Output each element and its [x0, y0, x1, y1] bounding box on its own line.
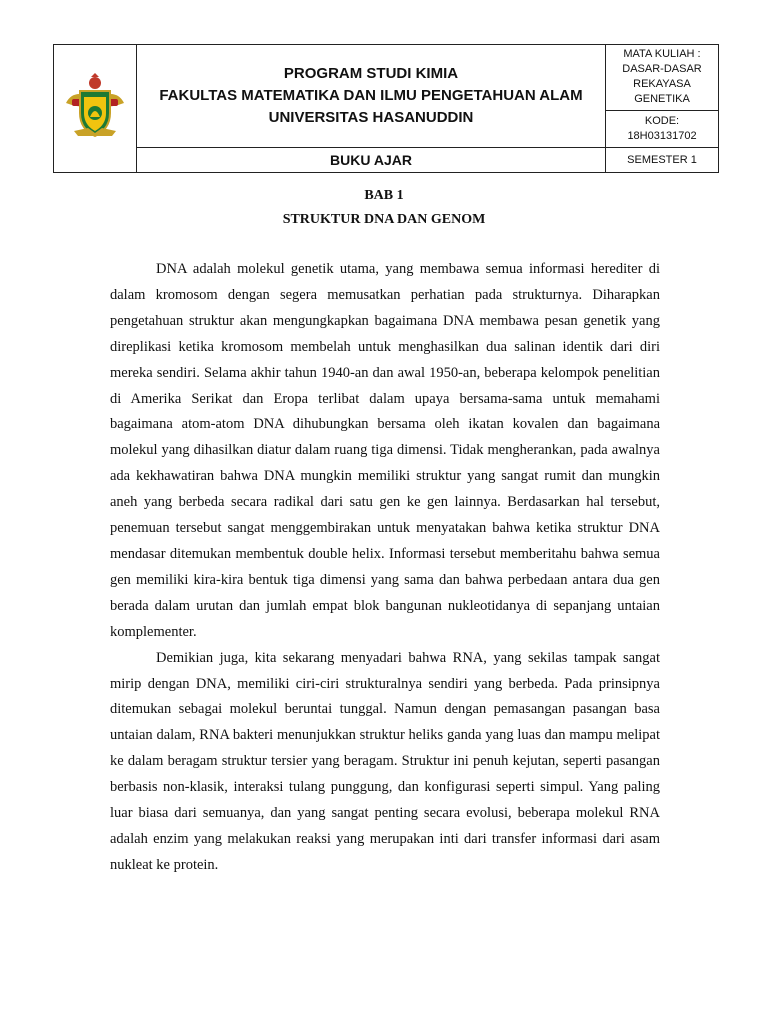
university-name: UNIVERSITAS HASANUDDIN	[268, 109, 474, 126]
paragraph-1: DNA adalah molekul genetik utama, yang membawa semua informasi herediter di dalam kromosom dengan segera memusatkan perhatian pada strukturnya. Diharapkan pengetahuan struktur akan mengungkapkan bagaimana DNA membawa pesan genetik yang direplikasi ketika kromosom membelah untuk menghasilkan dua salinan identik dari diri mereka sendiri. Selama akhir tahun 1940-an dan awal 1950-an, beberapa kelompok penelitian di Amerika Serikat dan Eropa terlibat dalam upaya bersama-sama untuk memahami bagaimana atom-atom DNA dihubungkan bersama oleh ikatan kovalen dan bagaimana molekul yang dihasilkan diatur dalam ruang tiga dimensi. Tidak mengherankan, pada awalnya ada kekhawatiran bahwa DNA mungkin memiliki struktur yang sangat rumit dan mungkin aneh yang berbeda secara radikal dari satu gen ke gen lainnya. Berdasarkan hal tersebut, penemuan tersebut sangat menggembirakan untuk menyatakan bahwa ketika struktur DNA mendasar ditemukan membentuk double helix. Informasi tersebut memberitahu bahwa semua gen memiliki kira-kira bentuk tiga dimensi yang sama dan bahwa perbedaan antara dua gen berada dalam urutan dan jumlah empat blok bangunan nukleotidanya di sepanjang untaian komplementer.	[110, 261, 660, 640]
paragraph-2: Demikian juga, kita sekarang menyadari bahwa RNA, yang sekilas tampak sangat mirip dengan DNA, memiliki ciri-ciri strukturalnya sendiri yang berbeda. Pada prinsipnya ditemukan sebagai molekul beruntai tunggal. Namun dengan pemasangan pasangan basa untaian dalam, RNA bakteri menunjukkan struktur heliks ganda yang luas dan mampu melipat ke dalam beragam struktur tersier yang beragam. Struktur ini penuh kejutan, seperti pasangan berbasis non-klasik, interaksi tulang punggung, dan konfigurasi seperti simpul. Yang paling luar biasa dari semuanya, dan yang sangat penting secara evolusi, beberapa molekul RNA adalah enzim yang melakukan reaksi yang merupakan inti dari transfer informasi dari asam nukleat ke protein.	[110, 649, 660, 873]
book-type: BUKU AJAR	[137, 148, 606, 173]
university-logo-cell	[54, 45, 137, 173]
university-logo-icon	[62, 73, 128, 139]
header-table	[53, 44, 719, 173]
course-info-cell	[606, 45, 719, 148]
chapter-title: STRUKTUR DNA DAN GENOM	[282, 212, 486, 227]
code-value: 18H03131702	[627, 130, 697, 142]
course-name-line3: GENETIKA	[634, 93, 690, 105]
faculty-name: FAKULTAS MATEMATIKA DAN ILMU PENGETAHUAN ALAM	[159, 87, 583, 104]
semester: SEMESTER 1	[606, 148, 719, 173]
chapter-number: BAB 1	[364, 188, 404, 203]
course-name-line2: REKAYASA	[633, 78, 691, 90]
body-text	[110, 257, 660, 879]
course-name-line1: DASAR-DASAR	[622, 63, 702, 75]
course-label: MATA KULIAH :	[623, 48, 701, 60]
code-label: KODE:	[644, 115, 680, 127]
institution-title-cell	[137, 45, 606, 148]
program-name: PROGRAM STUDI KIMIA	[283, 65, 459, 82]
